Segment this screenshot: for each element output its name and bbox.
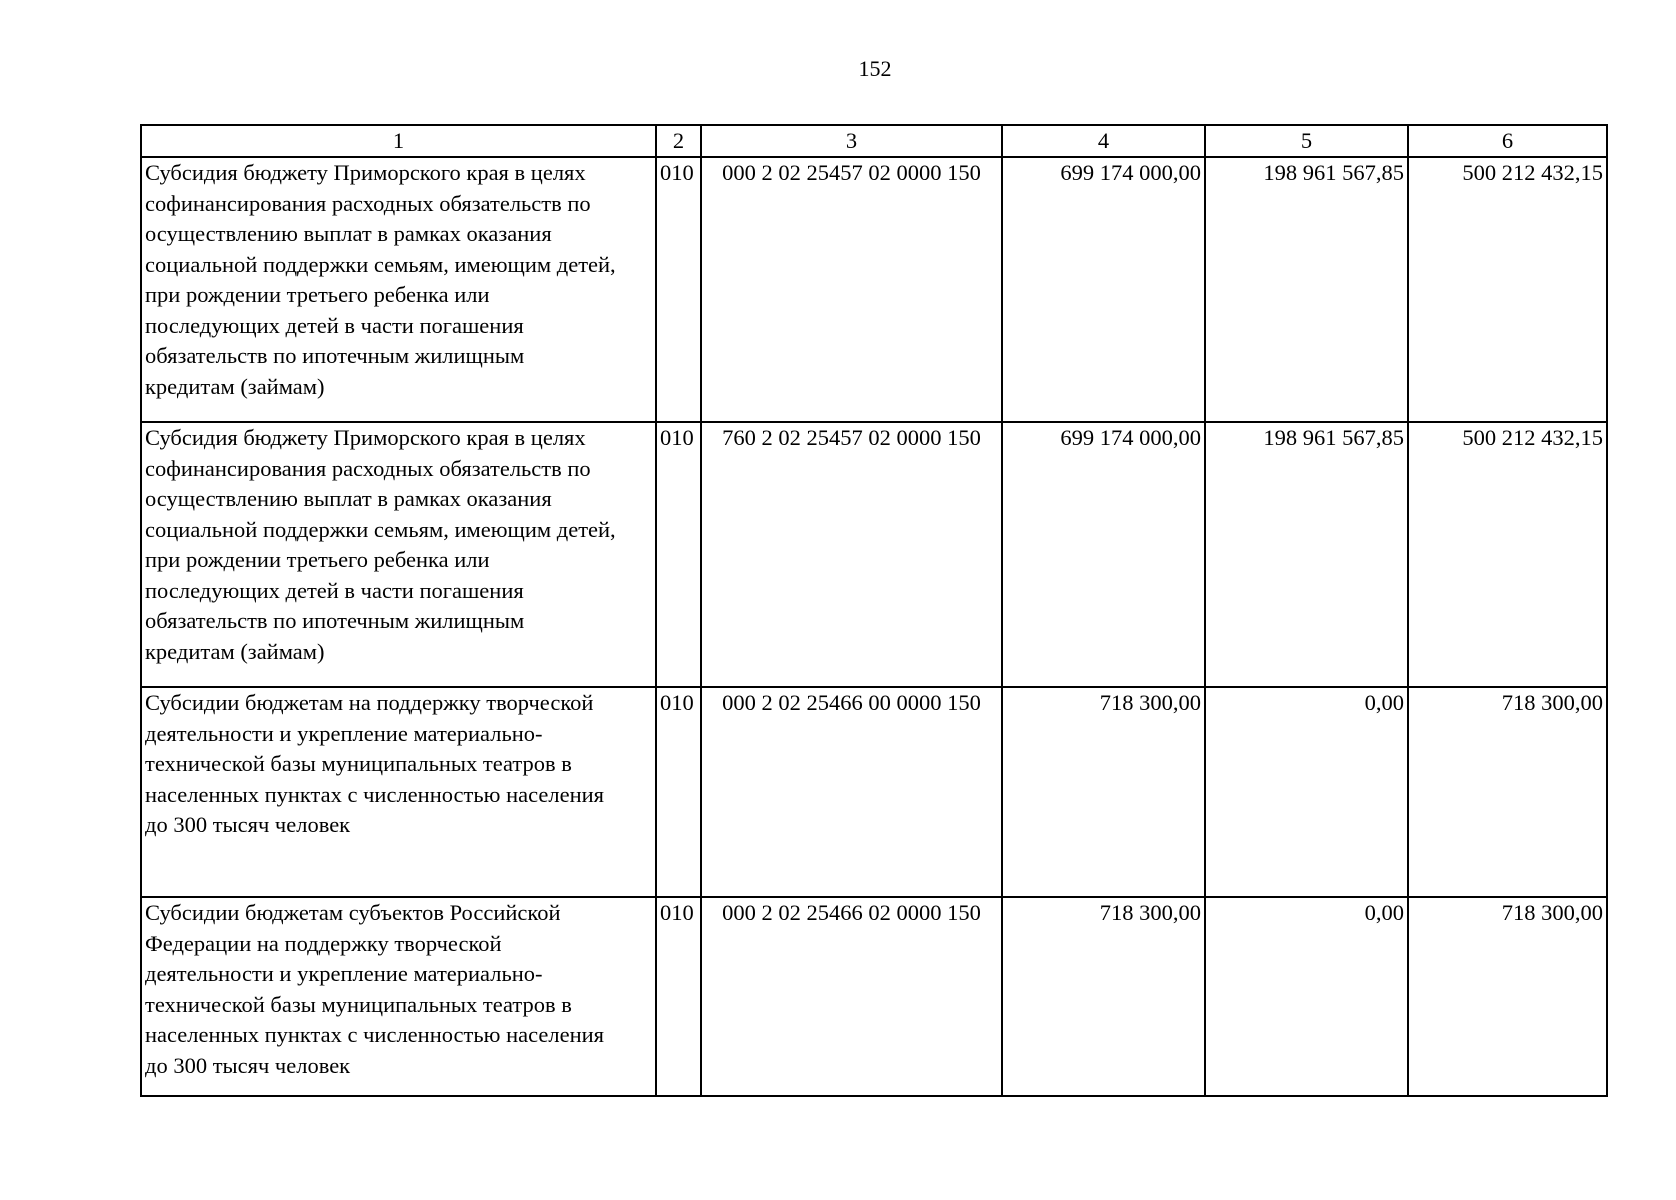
row-approved-amount: 699 174 000,00	[1002, 157, 1205, 422]
header-row	[141, 125, 1607, 157]
row-executed-amount: 0,00	[1205, 687, 1408, 897]
header-col-3: 3	[701, 125, 1002, 157]
row-description: Субсидии бюджетам субъектов Российской Федерации на поддержку творческой деятельности и укрепление материально- технической базы муниципальных театров в населенных пунктах с численностью населения до 300 тысяч человек	[141, 897, 656, 1096]
row-description: Субсидия бюджету Приморского края в целях софинансирования расходных обязательств по осуществлению выплат в рамках оказания социальной поддержки семьям, имеющим детей, при рождении третьего ребенка или последующих детей в части погашения обязательств по ипотечным жилищным кредитам (займам)	[141, 422, 656, 687]
row-unexecuted-amount: 718 300,00	[1408, 687, 1607, 897]
table-row	[141, 157, 1607, 422]
budget-table	[140, 124, 1608, 1097]
row-line-code: 010	[656, 897, 701, 1096]
row-budget-code: 000 2 02 25466 02 0000 150	[701, 897, 1002, 1096]
row-budget-code: 000 2 02 25457 02 0000 150	[701, 157, 1002, 422]
row-line-code: 010	[656, 422, 701, 687]
row-budget-code: 000 2 02 25466 00 0000 150	[701, 687, 1002, 897]
row-description: Субсидии бюджетам на поддержку творческой деятельности и укрепление материально- технической базы муниципальных театров в населенных пунктах с численностью населения до 300 тысяч человек	[141, 687, 656, 897]
row-approved-amount: 699 174 000,00	[1002, 422, 1205, 687]
row-unexecuted-amount: 718 300,00	[1408, 897, 1607, 1096]
header-col-1: 1	[141, 125, 656, 157]
table-row	[141, 897, 1607, 1096]
row-description: Субсидия бюджету Приморского края в целях софинансирования расходных обязательств по осуществлению выплат в рамках оказания социальной поддержки семьям, имеющим детей, при рождении третьего ребенка или последующих детей в части погашения обязательств по ипотечным жилищным кредитам (займам)	[141, 157, 656, 422]
header-col-6: 6	[1408, 125, 1607, 157]
table-row	[141, 422, 1607, 687]
row-budget-code: 760 2 02 25457 02 0000 150	[701, 422, 1002, 687]
header-col-4: 4	[1002, 125, 1205, 157]
header-col-2: 2	[656, 125, 701, 157]
row-unexecuted-amount: 500 212 432,15	[1408, 157, 1607, 422]
row-approved-amount: 718 300,00	[1002, 897, 1205, 1096]
table-row	[141, 687, 1607, 897]
row-executed-amount: 198 961 567,85	[1205, 422, 1408, 687]
page-number: 152	[858, 56, 892, 81]
row-executed-amount: 0,00	[1205, 897, 1408, 1096]
row-approved-amount: 718 300,00	[1002, 687, 1205, 897]
header-col-5: 5	[1205, 125, 1408, 157]
row-line-code: 010	[656, 687, 701, 897]
row-unexecuted-amount: 500 212 432,15	[1408, 422, 1607, 687]
row-line-code: 010	[656, 157, 701, 422]
row-executed-amount: 198 961 567,85	[1205, 157, 1408, 422]
